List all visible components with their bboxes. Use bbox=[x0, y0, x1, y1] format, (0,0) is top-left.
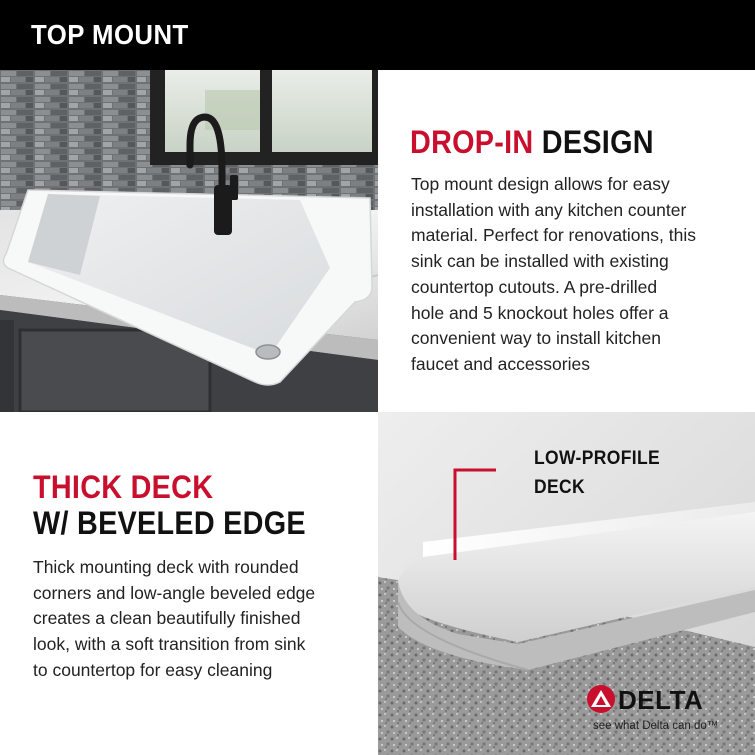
body-line: hole and 5 knockout holes offer a bbox=[411, 302, 669, 323]
section1-heading bbox=[410, 124, 654, 161]
page-title: TOP MOUNT bbox=[31, 19, 189, 50]
section2-heading-line1: THICK DECK bbox=[33, 469, 214, 505]
body-line: installation with any kitchen counter bbox=[411, 199, 687, 220]
body-line: material. Perfect for renovations, this bbox=[411, 225, 696, 246]
delta-triangle-icon bbox=[586, 684, 616, 714]
section2-heading-line2: W/ BEVELED EDGE bbox=[33, 505, 306, 541]
section1-body bbox=[411, 172, 741, 378]
delta-tagline: see what Delta can do™ bbox=[593, 720, 719, 732]
body-line: countertop cutouts. A pre-drilled bbox=[411, 276, 658, 297]
body-line: faucet and accessories bbox=[411, 353, 590, 374]
body-line: creates a clean beautifully finished bbox=[33, 608, 301, 629]
kitchen-sink-photo bbox=[0, 70, 378, 412]
body-line: corners and low-angle beveled edge bbox=[33, 582, 316, 603]
body-line: to countertop for easy cleaning bbox=[33, 659, 273, 680]
callout-line1: LOW-PROFILE bbox=[534, 448, 661, 469]
body-line: look, with a soft transition from sink bbox=[33, 634, 306, 655]
low-profile-callout bbox=[534, 444, 660, 502]
body-line: convenient way to install kitchen bbox=[411, 328, 661, 349]
body-line: Top mount design allows for easy bbox=[411, 174, 670, 194]
section2-body bbox=[33, 555, 368, 684]
section1-heading-accent: DROP-IN bbox=[410, 124, 534, 160]
body-line: Thick mounting deck with rounded bbox=[33, 557, 299, 577]
callout-line2: DECK bbox=[534, 477, 586, 498]
delta-wordmark: DELTA bbox=[618, 685, 704, 715]
header-bar bbox=[0, 0, 755, 70]
section1-heading-rest: DESIGN bbox=[541, 124, 654, 160]
delta-logo bbox=[586, 682, 721, 742]
body-line: sink can be installed with existing bbox=[411, 251, 669, 272]
